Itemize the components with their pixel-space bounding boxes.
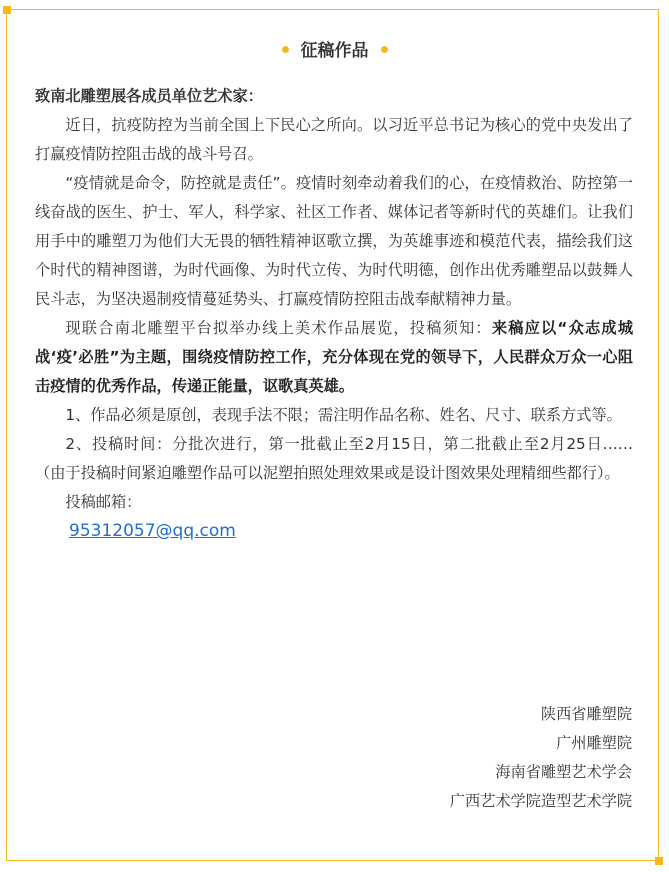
letter-body xyxy=(35,82,633,546)
paragraph-2: “疫情就是命令，防控就是责任”。疫情时刻牵动着我们的心，在疫情救治、防控第一线奋战的医生、护士、军人，科学家、社区工作者、媒体记者等新时代的英雄们。让我们用手中的雕塑刀为他们大无畏的牺牲精神讴歌立撰，为英雄事迹和模范代表，描绘我们这个时代的精神图谱，为时代画像、为时代立传、为时代明德，创作出优秀雕塑品以鼓舞人民斗志，为坚决遏制疫情蔓延势头、打赢疫情防控阻击战奉献精神力量。 xyxy=(35,174,633,308)
corner-marker-bottom-right xyxy=(655,857,663,865)
paragraph-4: 1、作品必须是原创，表现手法不限；需注明作品名称、姓名、尺寸、联系方式等。 xyxy=(65,406,622,424)
corner-marker-top-left xyxy=(3,6,11,14)
signature-line: 广西艺术学院造型艺术学院 xyxy=(449,792,632,810)
paragraph-1: 近日，抗疫防控为当前全国上下民心之所向。以习近平总书记为核心的党中央发出了打赢疫情防控阻击战的战斗号召。 xyxy=(35,116,633,163)
page-title: 征稿作品 xyxy=(300,41,369,61)
paragraph-3-emphasis: 来稿应以“众志成城 战‘疫’必胜”为主题，围绕疫情防控工作，充分体现在党的领导下，人民群众万众一心阻击疫情的优秀作品，传递正能量，讴歌真英雄。 xyxy=(35,319,634,395)
email-label: 投稿邮箱： xyxy=(65,493,142,511)
paragraph-3-text: 现联合南北雕塑平台拟举办线上美术作品展览，投稿须知： xyxy=(65,319,492,337)
signature-line: 陕西省雕塑院 xyxy=(540,705,632,723)
greeting: 致南北雕塑展各成员单位艺术家： xyxy=(35,87,263,105)
signature-line: 广州雕塑院 xyxy=(556,734,632,752)
paragraph-3 xyxy=(35,314,633,401)
bullet-dot-icon xyxy=(381,46,388,53)
signature-line: 海南省雕塑艺术学会 xyxy=(495,763,632,781)
email-link[interactable]: 95312057@qq.com xyxy=(69,521,236,541)
title-row xyxy=(0,38,669,64)
paragraph-5: 2、投稿时间：分批次进行，第一批截止至2月15日，第二批截止至2月25日……（由于投稿时间紧迫雕塑作品可以泥塑拍照处理效果或是设计图效果处理精细些都行）。 xyxy=(35,435,633,482)
signature-block xyxy=(450,700,632,816)
bullet-dot-icon xyxy=(282,46,289,53)
